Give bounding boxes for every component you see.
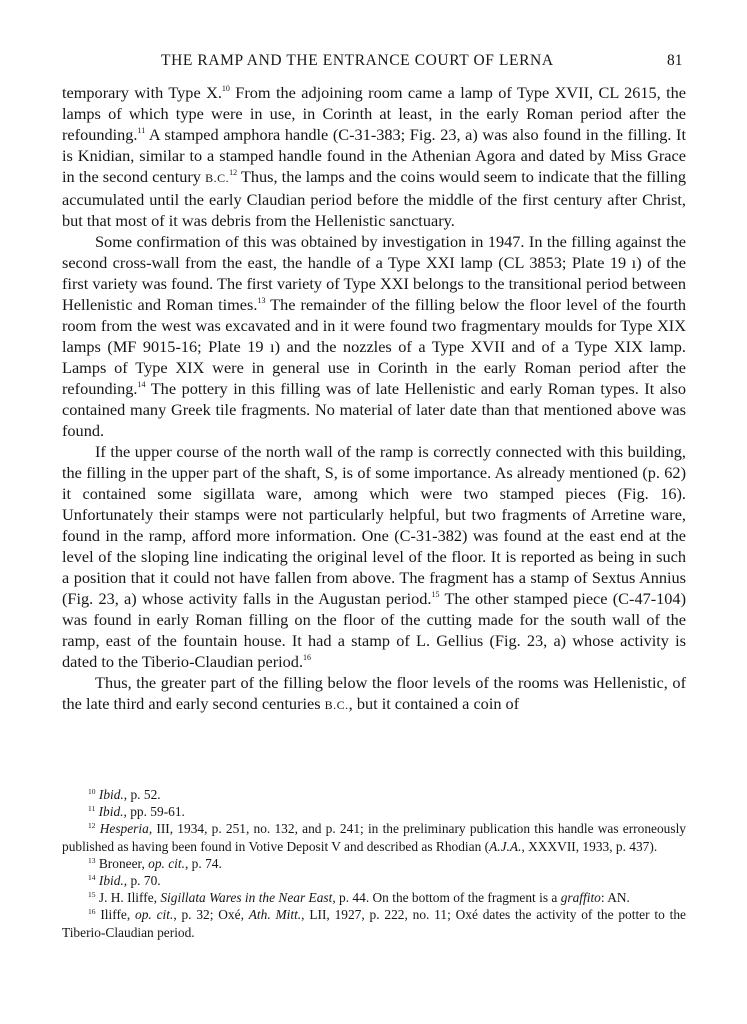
footnote-13: $^{13}$ Broneer, op. cit., p. 74. <box>88 855 222 871</box>
footnote-ref-14: 14 <box>137 380 146 389</box>
running-title: THE RAMP AND THE ENTRANCE COURT OF LERNA <box>161 52 554 69</box>
paragraph-3: If the upper course of the north wall of the ramp is correctly connected with this building, the filling in the upper part of the shaft, S, is of some importance. As already mentioned (p. 62) it contained some sigillata ware, among which were two stamped pieces (Fig. 16). Unfortunately their stamps were not particularly helpful, but two fragments of Arretine ware, found in the ramp, afford more information. One (C-31-382) was found at the east end at the level of the sloping line indicating the original level of the floor. It is reported as being in such a position that it could not have fallen from above. The fragment has a stamp of Sextus Annius (Fig. 23, a) whose activity falls in the Augustan period.$^{15}$ The other stamped piece (C-47-104) was found in early Roman filling on the floor of the cutting made for the south wall of the ramp, east of the fountain house. It had a stamp of L. Gellius (Fig. 23, a) whose activity is dated to the Tiberio-Claudian period.$^{16}$ <box>62 442 686 671</box>
footnote-ref-11: 11 <box>137 126 146 135</box>
footnote-ref-16: 16 <box>303 653 312 662</box>
footnote-15: $^{15}$ J. H. Iliffe, Sigillata Wares in the Near East, p. 44. On the bottom of the fragment is a graffito: AN. <box>88 890 630 906</box>
footnote-12: $^{12}$ Hesperia, III, 1934, p. 251, no. 132, and p. 241; in the preliminary publication this handle was erroneously published as having been found in Votive Deposit V and described as Rhodian (A.J.A., XXXVII, 1933, p. 437). <box>62 821 686 854</box>
footnote-ref-10: 10 <box>221 84 230 93</box>
footnote-11: $^{11}$ Ibid., pp. 59-61. <box>88 804 185 820</box>
body-text <box>62 82 686 716</box>
paragraph-4: Thus, the greater part of the filling below the floor levels of the rooms was Hellenistic, of the late third and early second centuries B.C., but it contained a coin of <box>62 673 686 713</box>
paragraph-2: Some confirmation of this was obtained by investigation in 1947. In the filling against the second cross-wall from the east, the handle of a Type XXI lamp (CL 3853; Plate 19 ı) of the first variety was found. The first variety of Type XXI belongs to the transitional period between Hellenistic and Roman times.$^{13}$ The remainder of the filling below the floor level of the fourth room from the west was excavated and in it were found two fragmentary moulds for Type XIX lamps (MF 9015-16; Plate 19 ı) and the nozzles of a Type XVII and of a Type XIX lamp. Lamps of Type XIX were in general use in Corinth in the early Roman period after the refounding.$^{14}$ The pottery in this filling was of late Hellenistic and early Roman types. It also contained many Greek tile fragments. No material of later date than that mentioned above was found. <box>62 232 686 440</box>
footnote-16: $^{16}$ Iliffe, op. cit., p. 32; Oxé, Ath. Mitt., LII, 1927, p. 222, no. 11; Oxé dates the activity of the potter to the Tiberio-Claudian period. <box>62 907 686 940</box>
footnote-14: $^{14}$ Ibid., p. 70. <box>88 873 161 889</box>
footnote-ref-15: 15 <box>431 590 440 599</box>
paragraph-1: temporary with Type X.$^{10}$ From the adjoining room came a lamp of Type XVII, CL 2615, the lamps of which type were in use, in Corinth at least, in the early Roman period after the refounding.$^{11}$ A stamped amphora handle (C-31-383; Fig. 23, a) was also found in the filling. It is Knidian, similar to a stamped handle found in the Athenian Agora and dated by Miss Grace in the second century B.C.$^{12}$ Thus, the lamps and the coins would seem to indicate that the filling accumulated until the early Claudian period before the middle of the first century after Christ, but that most of it was debris from the Hellenistic sanctuary. <box>62 83 686 230</box>
footnote-ref-12: 12 <box>229 168 238 177</box>
page-number: 81 <box>667 52 683 69</box>
footnote-ref-13: 13 <box>257 296 266 305</box>
page-header <box>0 52 747 74</box>
footnote-10: $^{10}$ Ibid., p. 52. <box>88 787 161 802</box>
footnotes <box>62 786 686 941</box>
